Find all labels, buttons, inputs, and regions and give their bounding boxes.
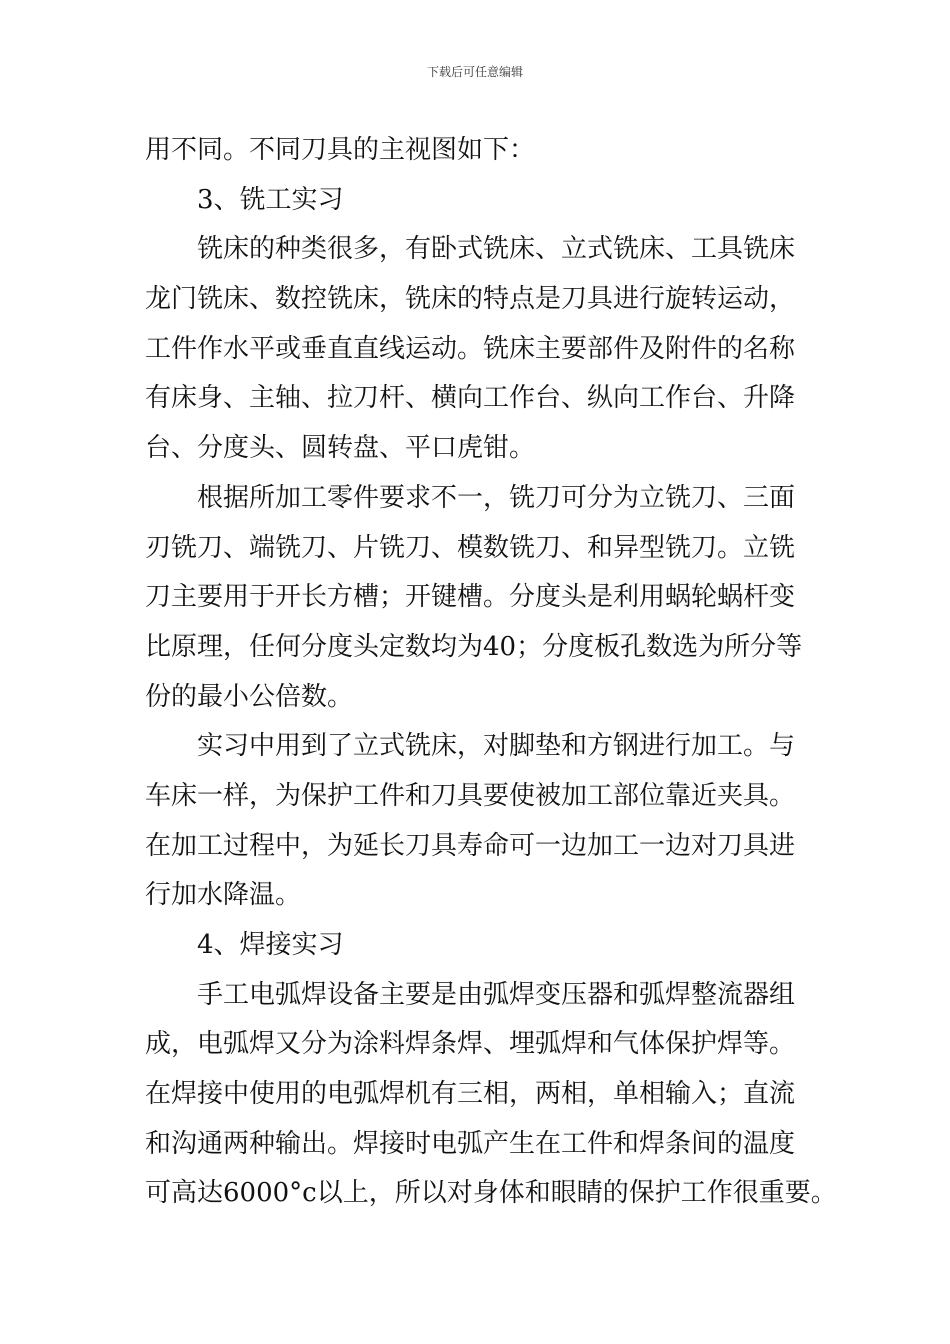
text-line: 在加工过程中，为延长刀具寿命可一边加工一边对刀具进 — [145, 830, 796, 861]
text-line: 成，电弧焊又分为涂料焊条焊、埋弧焊和气体保护焊等。 — [145, 1029, 796, 1060]
text-line: 实习中用到了立式铣床，对脚垫和方钢进行加工。与 — [197, 731, 796, 762]
text-line: 份的最小公倍数。 — [145, 681, 354, 712]
text-line: 根据所加工零件要求不一，铣刀可分为立铣刀、三面 — [197, 482, 796, 513]
text-line: 龙门铣床、数控铣床，铣床的特点是刀具进行旋转运动， — [145, 284, 796, 315]
document-body — [145, 126, 837, 1219]
page-header: 下载后可任意编辑 — [426, 65, 523, 79]
text-line: 车床一样，为保护工件和刀具要使被加工部位靠近夹具。 — [145, 780, 796, 811]
text-line: 有床身、主轴、拉刀杆、横向工作台、纵向工作台、升降 — [145, 383, 796, 414]
text-line: 刃铣刀、端铣刀、片铣刀、模数铣刀、和异型铣刀。立铣 — [145, 532, 796, 563]
text-line: 台、分度头、圆转盘、平口虎钳。 — [145, 433, 536, 464]
text-line: 比原理，任何分度头定数均为40；分度板孔数选为所分等 — [145, 631, 803, 662]
text-line: 刀主要用于开长方槽；开键槽。分度头是利用蜗轮蜗杆变 — [145, 582, 796, 613]
section-heading: 3、铣工实习 — [197, 184, 344, 215]
text-line: 行加水降温。 — [145, 880, 302, 911]
text-line: 和沟通两种输出。焊接时电弧产生在工件和焊条间的温度 — [145, 1128, 796, 1159]
text-line: 在焊接中使用的电弧焊机有三相，两相，单相输入；直流 — [145, 1079, 796, 1110]
text-line: 手工电弧焊设备主要是由弧焊变压器和弧焊整流器组 — [197, 979, 796, 1010]
text-line: 可高达6000°c以上，所以对身体和眼睛的保护工作很重要。 — [145, 1178, 837, 1209]
text-line: 用不同。不同刀具的主视图如下： — [145, 135, 536, 165]
text-line: 工件作水平或垂直直线运动。铣床主要部件及附件的名称 — [145, 333, 796, 364]
text-line: 铣床的种类很多，有卧式铣床、立式铣床、工具铣床 — [197, 234, 796, 265]
section-heading: 4、焊接实习 — [197, 930, 344, 960]
